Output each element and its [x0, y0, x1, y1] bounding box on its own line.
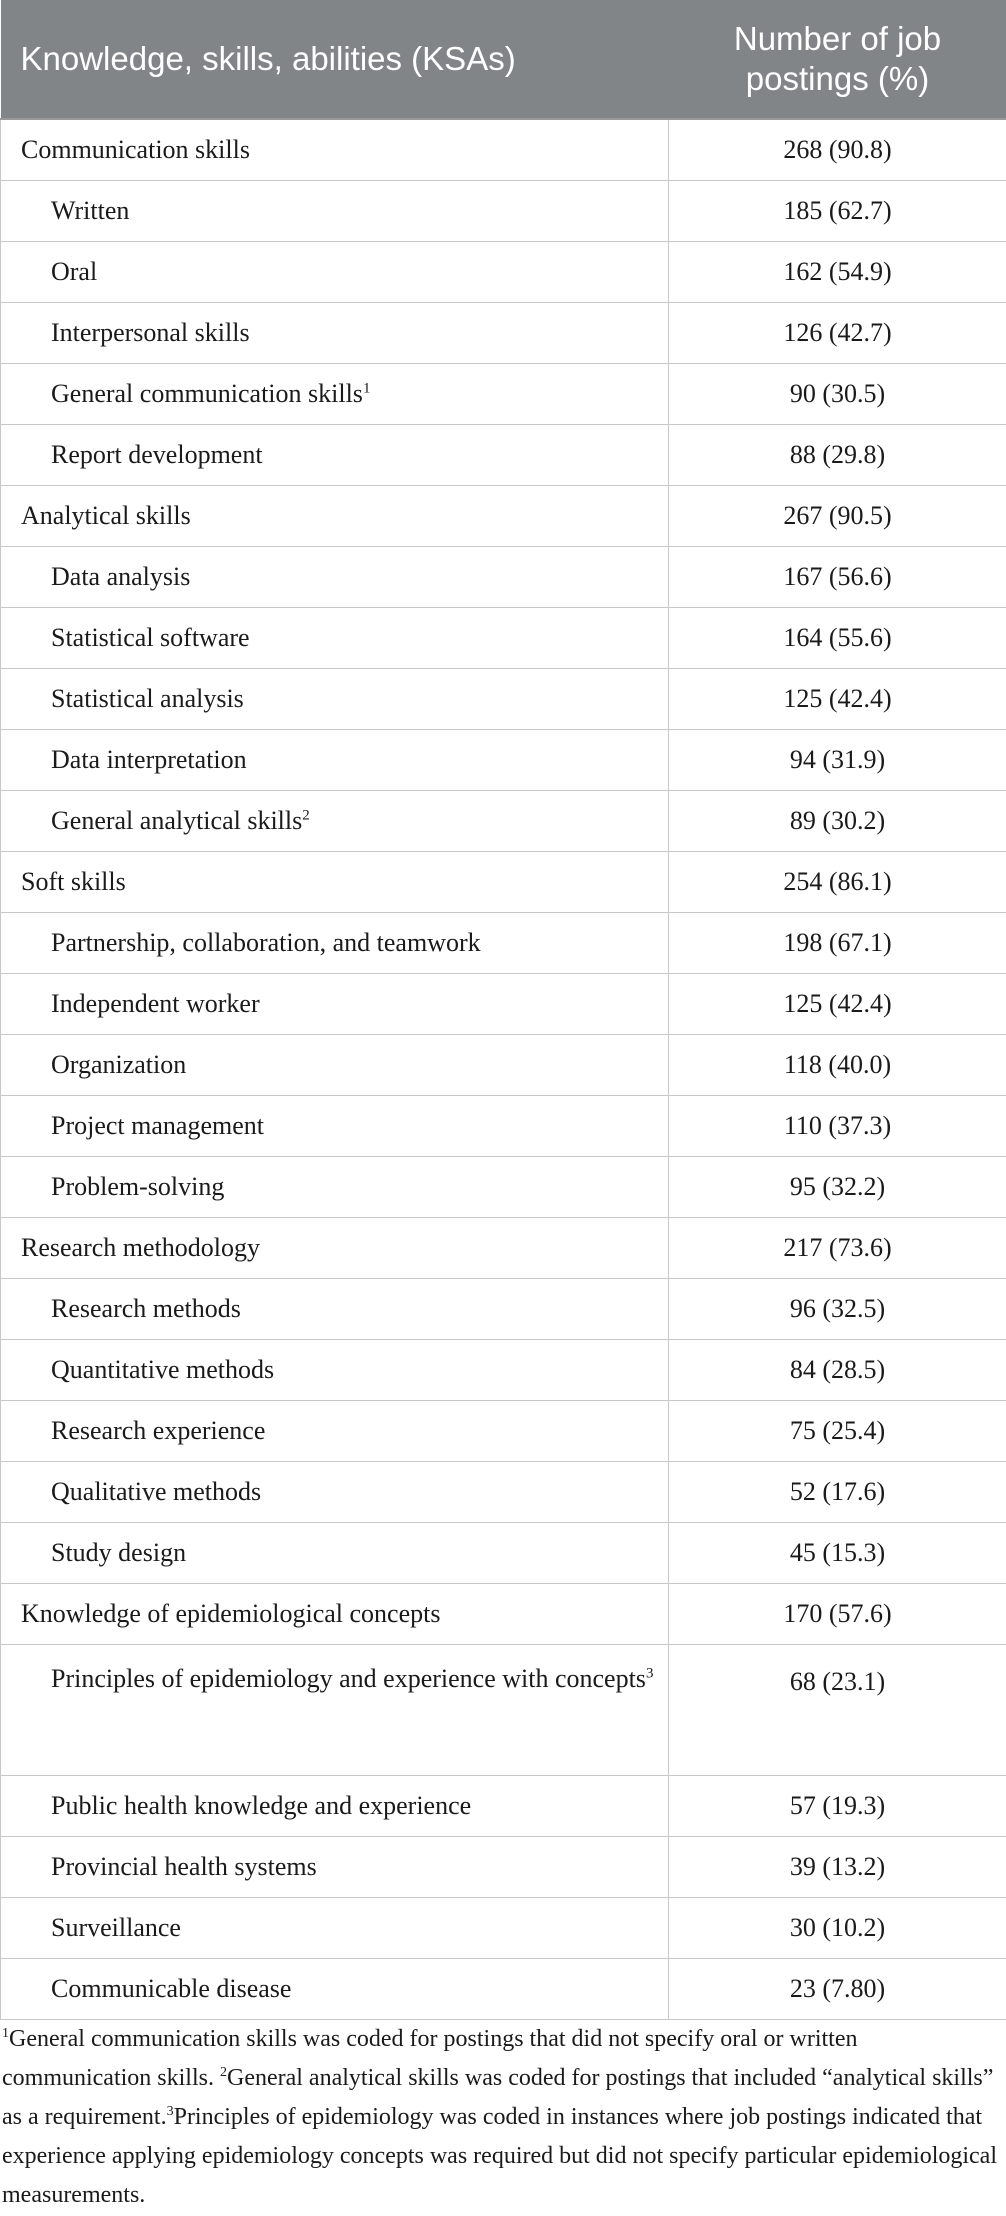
postings-count-cell: 39 (13.2): [669, 1837, 1006, 1898]
ksa-label-cell: [1, 242, 669, 303]
postings-count-cell: 84 (28.5): [669, 1340, 1006, 1401]
postings-count-cell: 88 (29.8): [669, 425, 1006, 486]
footnote-ref: 1: [362, 380, 371, 397]
ksa-label: Written: [51, 196, 130, 225]
ksa-label-cell: [1, 1776, 669, 1837]
ksa-label: General communication skills: [51, 379, 363, 408]
ksa-label: Communicable disease: [51, 1974, 292, 2003]
subcategory-row: [1, 1035, 1006, 1096]
ksa-label-cell: [1, 364, 669, 425]
ksa-label-cell: [1, 852, 669, 913]
ksa-label: Data interpretation: [51, 745, 247, 774]
postings-count-cell: 217 (73.6): [669, 1218, 1006, 1279]
postings-count-cell: 185 (62.7): [669, 181, 1006, 242]
ksa-label: Study design: [51, 1538, 187, 1567]
ksa-label-cell: [1, 730, 669, 791]
ksa-label-cell: [1, 669, 669, 730]
ksa-label-cell: [1, 913, 669, 974]
subcategory-row: [1, 1959, 1006, 2020]
footnote-text: General analytical skills was coded for postings that included “analytical skills” as a requirement.: [2, 2065, 994, 2130]
footnote-mark: 3: [166, 2104, 174, 2119]
ksa-label: Independent worker: [51, 989, 260, 1018]
category-row: [1, 1218, 1006, 1279]
ksa-label-cell: [1, 547, 669, 608]
category-row: [1, 486, 1006, 547]
postings-count-cell: 125 (42.4): [669, 974, 1006, 1035]
table-body: [1, 119, 1006, 2020]
postings-count-cell: 95 (32.2): [669, 1157, 1006, 1218]
subcategory-row: [1, 364, 1006, 425]
postings-count-cell: 89 (30.2): [669, 791, 1006, 852]
subcategory-row: [1, 1096, 1006, 1157]
postings-count-cell: 162 (54.9): [669, 242, 1006, 303]
ksa-label: Communication skills: [21, 135, 250, 164]
category-row: [1, 119, 1006, 181]
subcategory-row: [1, 425, 1006, 486]
ksa-label-cell: [1, 608, 669, 669]
ksa-label: Data analysis: [51, 562, 191, 591]
postings-count-cell: 167 (56.6): [669, 547, 1006, 608]
ksa-label: Partnership, collaboration, and teamwork: [51, 928, 481, 957]
ksa-label: Report development: [51, 440, 263, 469]
footnote-ref: 3: [645, 1665, 654, 1682]
ksa-label: Knowledge of epidemiological concepts: [21, 1599, 441, 1628]
ksa-label: Qualitative methods: [51, 1477, 262, 1506]
header-ksa: Knowledge, skills, abilities (KSAs): [1, 0, 669, 119]
subcategory-row: [1, 913, 1006, 974]
postings-count-cell: 96 (32.5): [669, 1279, 1006, 1340]
ksa-label: Project management: [51, 1111, 264, 1140]
postings-count-cell: 110 (37.3): [669, 1096, 1006, 1157]
subcategory-row: [1, 1645, 1006, 1776]
ksa-label: Surveillance: [51, 1913, 181, 1942]
postings-count-cell: 45 (15.3): [669, 1523, 1006, 1584]
category-row: [1, 1584, 1006, 1645]
ksa-label-cell: [1, 791, 669, 852]
ksa-label-cell: [1, 1279, 669, 1340]
postings-count-cell: 23 (7.80): [669, 1959, 1006, 2020]
subcategory-row: [1, 242, 1006, 303]
ksa-label-cell: [1, 1340, 669, 1401]
ksa-label: Statistical software: [51, 623, 250, 652]
subcategory-row: [1, 669, 1006, 730]
ksa-label-cell: [1, 1035, 669, 1096]
postings-count-cell: 126 (42.7): [669, 303, 1006, 364]
ksa-label-cell: [1, 119, 669, 181]
subcategory-row: [1, 791, 1006, 852]
table-header: [1, 0, 1006, 119]
ksa-label: Analytical skills: [21, 501, 191, 530]
postings-count-cell: 268 (90.8): [669, 119, 1006, 181]
postings-count-cell: 164 (55.6): [669, 608, 1006, 669]
subcategory-row: [1, 1157, 1006, 1218]
subcategory-row: [1, 181, 1006, 242]
postings-count-cell: 30 (10.2): [669, 1898, 1006, 1959]
subcategory-row: [1, 1776, 1006, 1837]
subcategory-row: [1, 1462, 1006, 1523]
ksa-label: Organization: [51, 1050, 187, 1079]
postings-count-cell: 94 (31.9): [669, 730, 1006, 791]
subcategory-row: [1, 730, 1006, 791]
header-job-postings-line2: postings (%): [745, 60, 930, 97]
ksa-label: Public health knowledge and experience: [51, 1791, 472, 1820]
ksa-label: Principles of epidemiology and experience with concepts: [51, 1664, 646, 1693]
ksa-label-cell: [1, 1523, 669, 1584]
ksa-label-cell: [1, 1401, 669, 1462]
subcategory-row: [1, 608, 1006, 669]
postings-count-cell: 170 (57.6): [669, 1584, 1006, 1645]
postings-count-cell: 267 (90.5): [669, 486, 1006, 547]
postings-count-cell: 254 (86.1): [669, 852, 1006, 913]
ksa-label-cell: [1, 1157, 669, 1218]
header-job-postings-line1: Number of job: [733, 20, 942, 57]
footnote-mark: 2: [219, 2065, 227, 2080]
ksa-label: Research methods: [51, 1294, 241, 1323]
ksa-label-cell: [1, 1462, 669, 1523]
subcategory-row: [1, 303, 1006, 364]
subcategory-row: [1, 547, 1006, 608]
postings-count-cell: 75 (25.4): [669, 1401, 1006, 1462]
ksa-label-cell: [1, 1096, 669, 1157]
table-footnotes: [2, 2020, 1002, 2215]
postings-count-cell: 198 (67.1): [669, 913, 1006, 974]
postings-count-cell: 118 (40.0): [669, 1035, 1006, 1096]
ksa-label: General analytical skills: [51, 806, 303, 835]
ksa-label-cell: [1, 1218, 669, 1279]
postings-count-cell: 57 (19.3): [669, 1776, 1006, 1837]
subcategory-row: [1, 974, 1006, 1035]
ksa-label-cell: [1, 1584, 669, 1645]
postings-count-cell: 90 (30.5): [669, 364, 1006, 425]
footnote-ref: 2: [302, 807, 310, 824]
ksa-label: Research methodology: [21, 1233, 260, 1262]
ksa-label-cell: [1, 303, 669, 364]
ksa-label-cell: [1, 425, 669, 486]
category-row: [1, 852, 1006, 913]
ksa-label-cell: [1, 181, 669, 242]
postings-count-cell: 68 (23.1): [669, 1645, 1006, 1776]
subcategory-row: [1, 1837, 1006, 1898]
subcategory-row: [1, 1898, 1006, 1959]
header-job-postings: [669, 0, 1006, 119]
ksa-label-cell: [1, 1898, 669, 1959]
subcategory-row: [1, 1523, 1006, 1584]
ksa-label: Interpersonal skills: [51, 318, 250, 347]
postings-count-cell: 125 (42.4): [669, 669, 1006, 730]
subcategory-row: [1, 1401, 1006, 1462]
ksa-label: Soft skills: [21, 867, 126, 896]
ksa-label-cell: [1, 1645, 669, 1776]
ksa-label: Quantitative methods: [51, 1355, 275, 1384]
ksa-label: Oral: [51, 257, 98, 286]
ksa-label: Statistical analysis: [51, 684, 244, 713]
header-row: [1, 0, 1006, 119]
ksa-label-cell: [1, 1959, 669, 2020]
subcategory-row: [1, 1340, 1006, 1401]
ksa-label-cell: [1, 486, 669, 547]
postings-count-cell: 52 (17.6): [669, 1462, 1006, 1523]
ksa-label-cell: [1, 1837, 669, 1898]
ksa-label: Research experience: [51, 1416, 266, 1445]
footnote-text: Principles of epidemiology was coded in instances where job postings indicated that experience applying epidemiology concepts was required but did not specify particular epidemiological measurements.: [2, 2104, 998, 2208]
ksa-label: Problem-solving: [51, 1172, 225, 1201]
ksa-label: Provincial health systems: [51, 1852, 317, 1881]
subcategory-row: [1, 1279, 1006, 1340]
footnote-text: General communication skills was coded for postings that did not specify oral or written communication skills.: [2, 2026, 858, 2091]
footnote-mark: 1: [2, 2026, 9, 2041]
ksa-label-cell: [1, 974, 669, 1035]
